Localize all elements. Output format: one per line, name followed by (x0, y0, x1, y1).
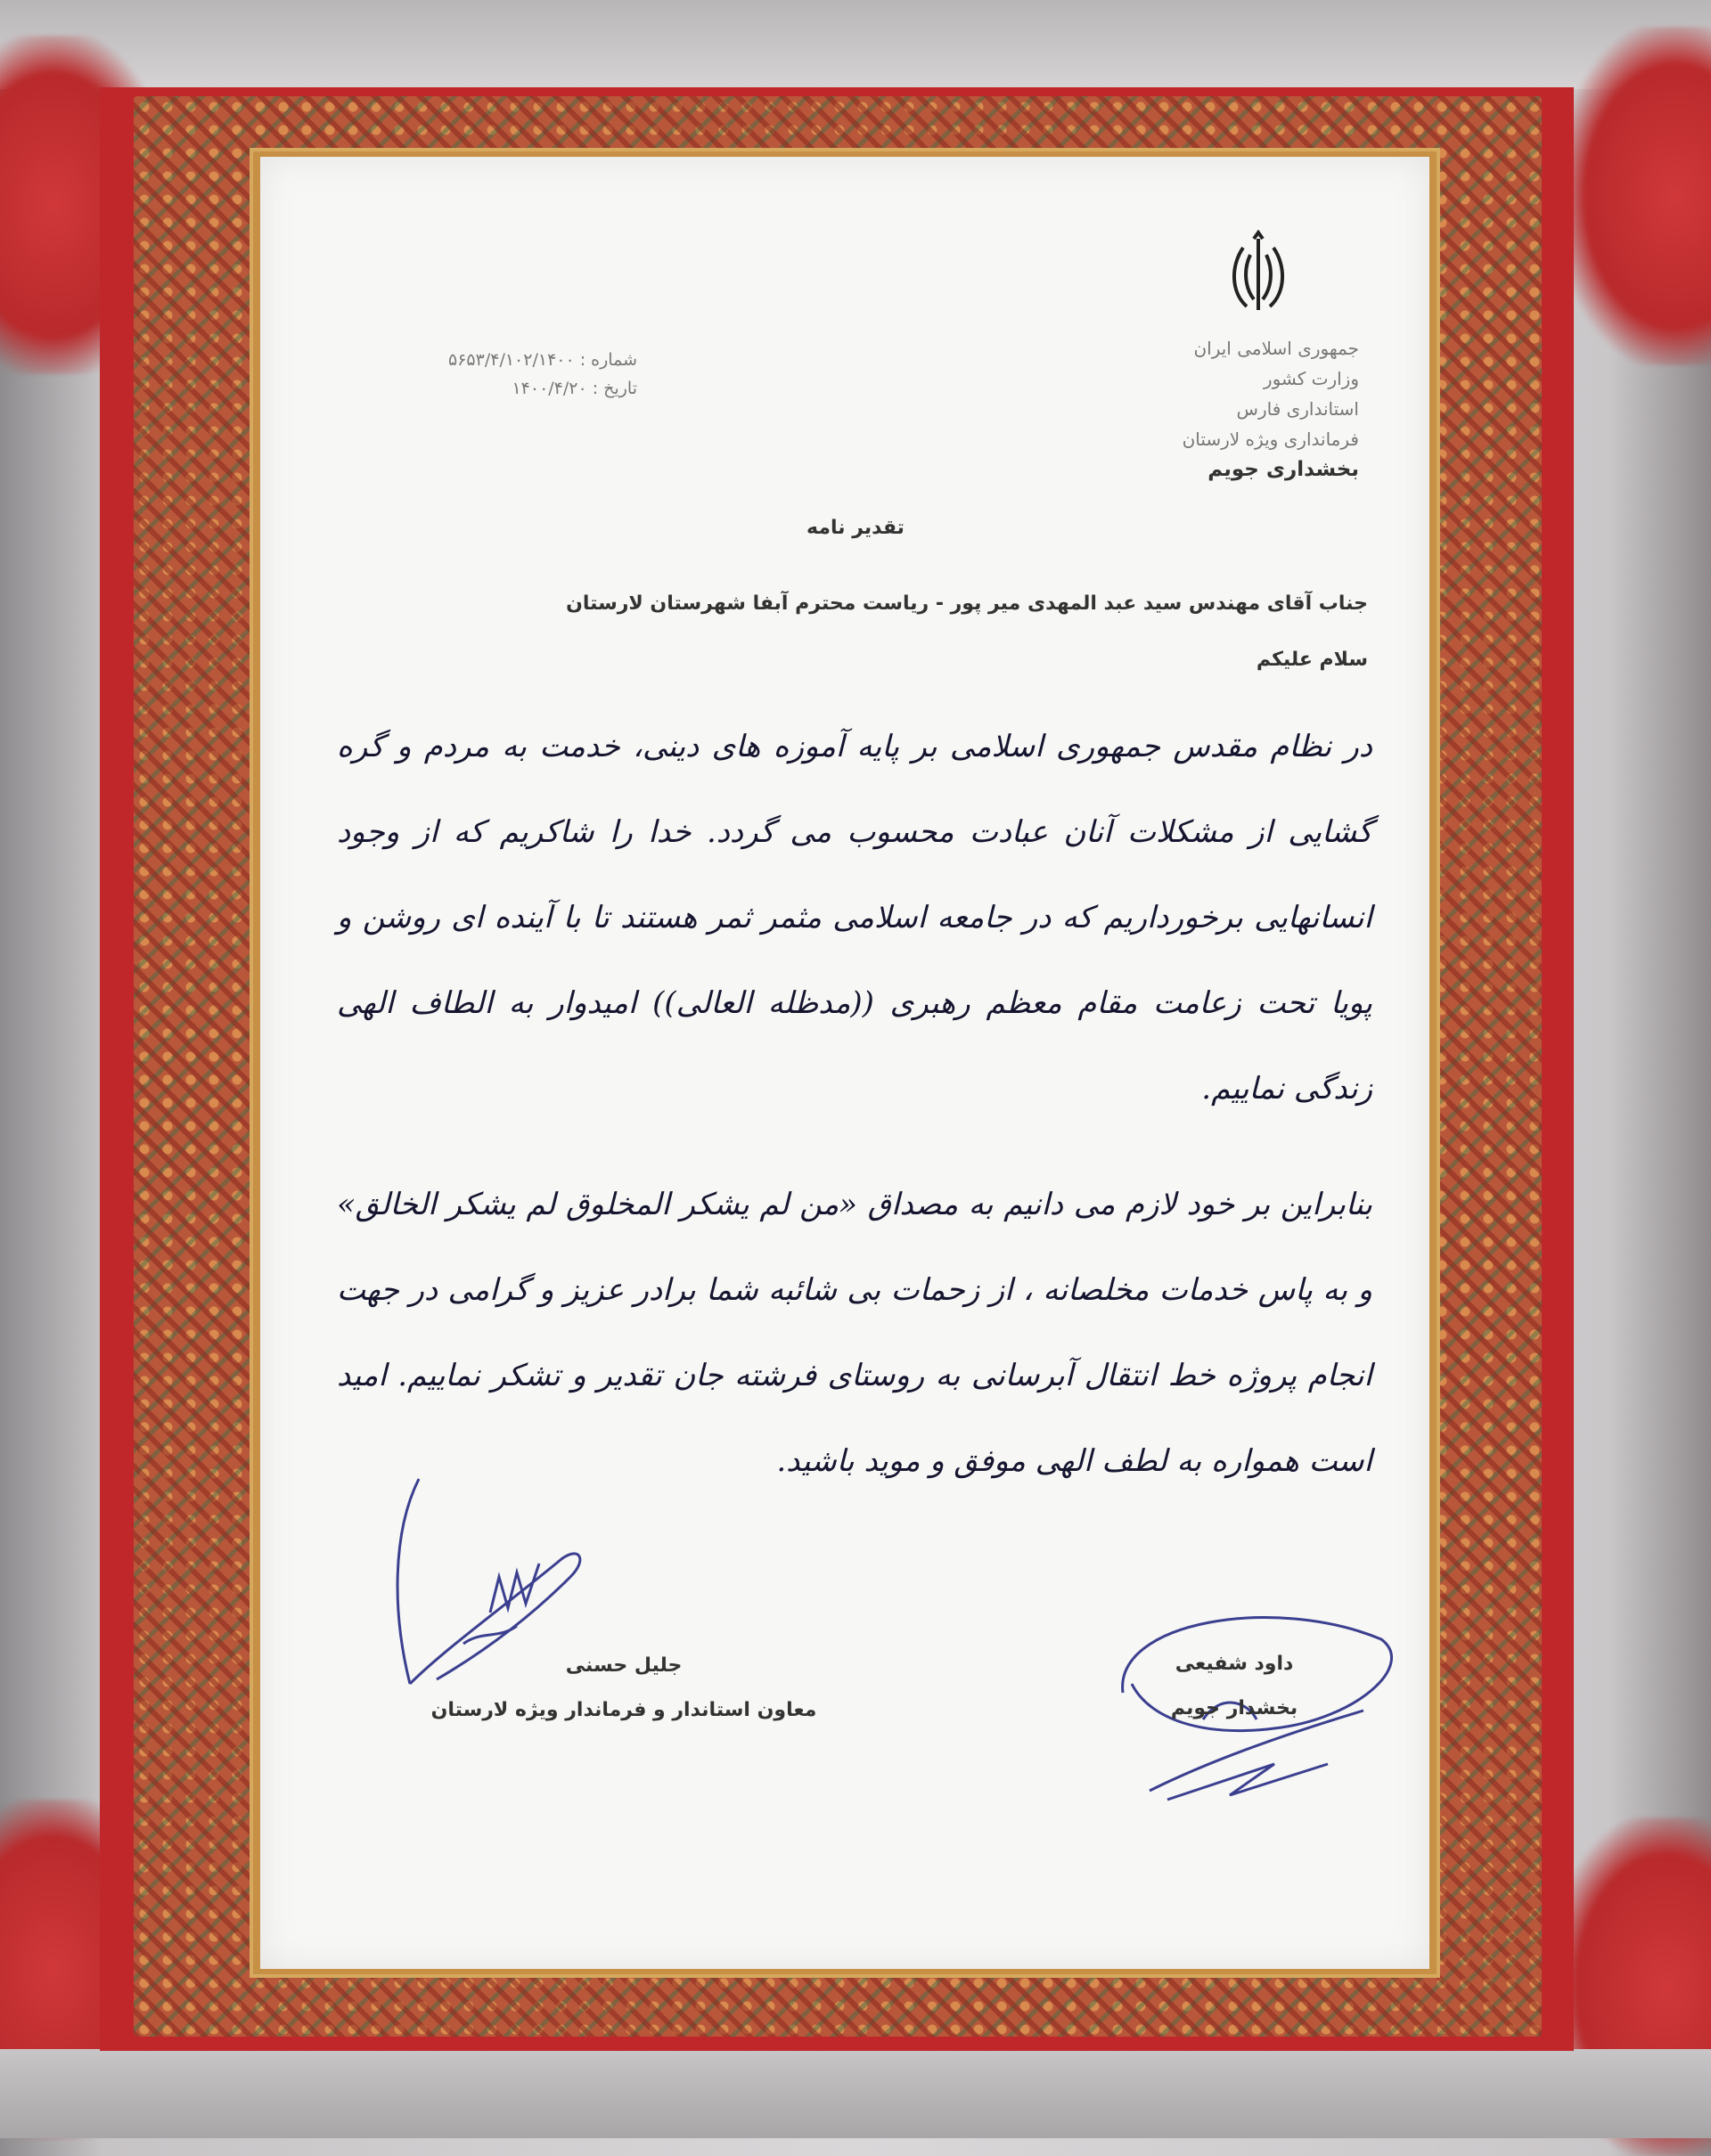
body-paragraph-2: بنابراین بر خود لازم می دانیم به مصداق «من لم یشکر المخلوق لم یشکر الخالق» و به پاس خدمات مخلصانه ، از زحمات بی شائبه شما برادر عزیز و گرامی در جهت انجام پروژه خط انتقال آبرسانی به روستای فرشته جان تقدیر و تشکر نماییم. امید است همواره به لطف الهی موفق و موید باشید. (337, 1187, 1372, 1479)
letter-number: شماره : ۵۶۵۳/۴/۱۰۲/۱۴۰۰ (448, 350, 637, 370)
signer-right-title: بخشدار جویم (1170, 1697, 1298, 1719)
org-line-1: جمهوری اسلامی ایران (1193, 338, 1359, 359)
signature-left (419, 1644, 829, 1733)
letter-date: تاریخ : ۱۴۰۰/۴/۲۰ (512, 379, 637, 398)
signature-right (1118, 1642, 1350, 1731)
signer-left-title: معاون استاندار و فرماندار ویژه لارستان (430, 1699, 817, 1721)
reference-block (352, 346, 637, 403)
signer-left-name: جلیل حسنی (565, 1654, 683, 1677)
office-name: بخشداری جویم (1208, 458, 1359, 481)
recipient-address: جناب آقای مهندس سید عبد المهدی میر پور - ریاست محترم آبفا شهرستان لارستان (566, 592, 1368, 615)
issuer-header (1065, 333, 1359, 485)
red-backdrop-top-right (1560, 27, 1711, 365)
body-paragraph-1: در نظام مقدس جمهوری اسلامی بر پایه آموزه های دینی، خدمت به مردم و گره گشایی از مشکلات آنان عبادت محسوب می گردد. خدا را شاکریم که از وجود انسانهایی برخورداریم که در جامعه اسلامی مثمر ثمر هستند تا با آینده ای روشن و پویا تحت زعامت مقام معظم رهبری ((مدظله العالی)) امیدوار به الطاف الهی زندگی نماییم. (337, 729, 1372, 1107)
background-bottom (0, 2049, 1711, 2138)
certificate-title: تقدیر نامه (806, 517, 905, 539)
signer-right-name: داود شفیعی (1175, 1653, 1294, 1675)
iran-emblem-icon (1227, 230, 1289, 319)
org-line-4: فرمانداری ویژه لارستان (1182, 429, 1359, 450)
certificate-body (337, 704, 1372, 1504)
org-line-2: وزارت کشور (1263, 368, 1359, 389)
org-line-3: استانداری فارس (1236, 398, 1359, 420)
greeting: سلام علیکم (1256, 649, 1368, 671)
background-top (0, 0, 1711, 89)
